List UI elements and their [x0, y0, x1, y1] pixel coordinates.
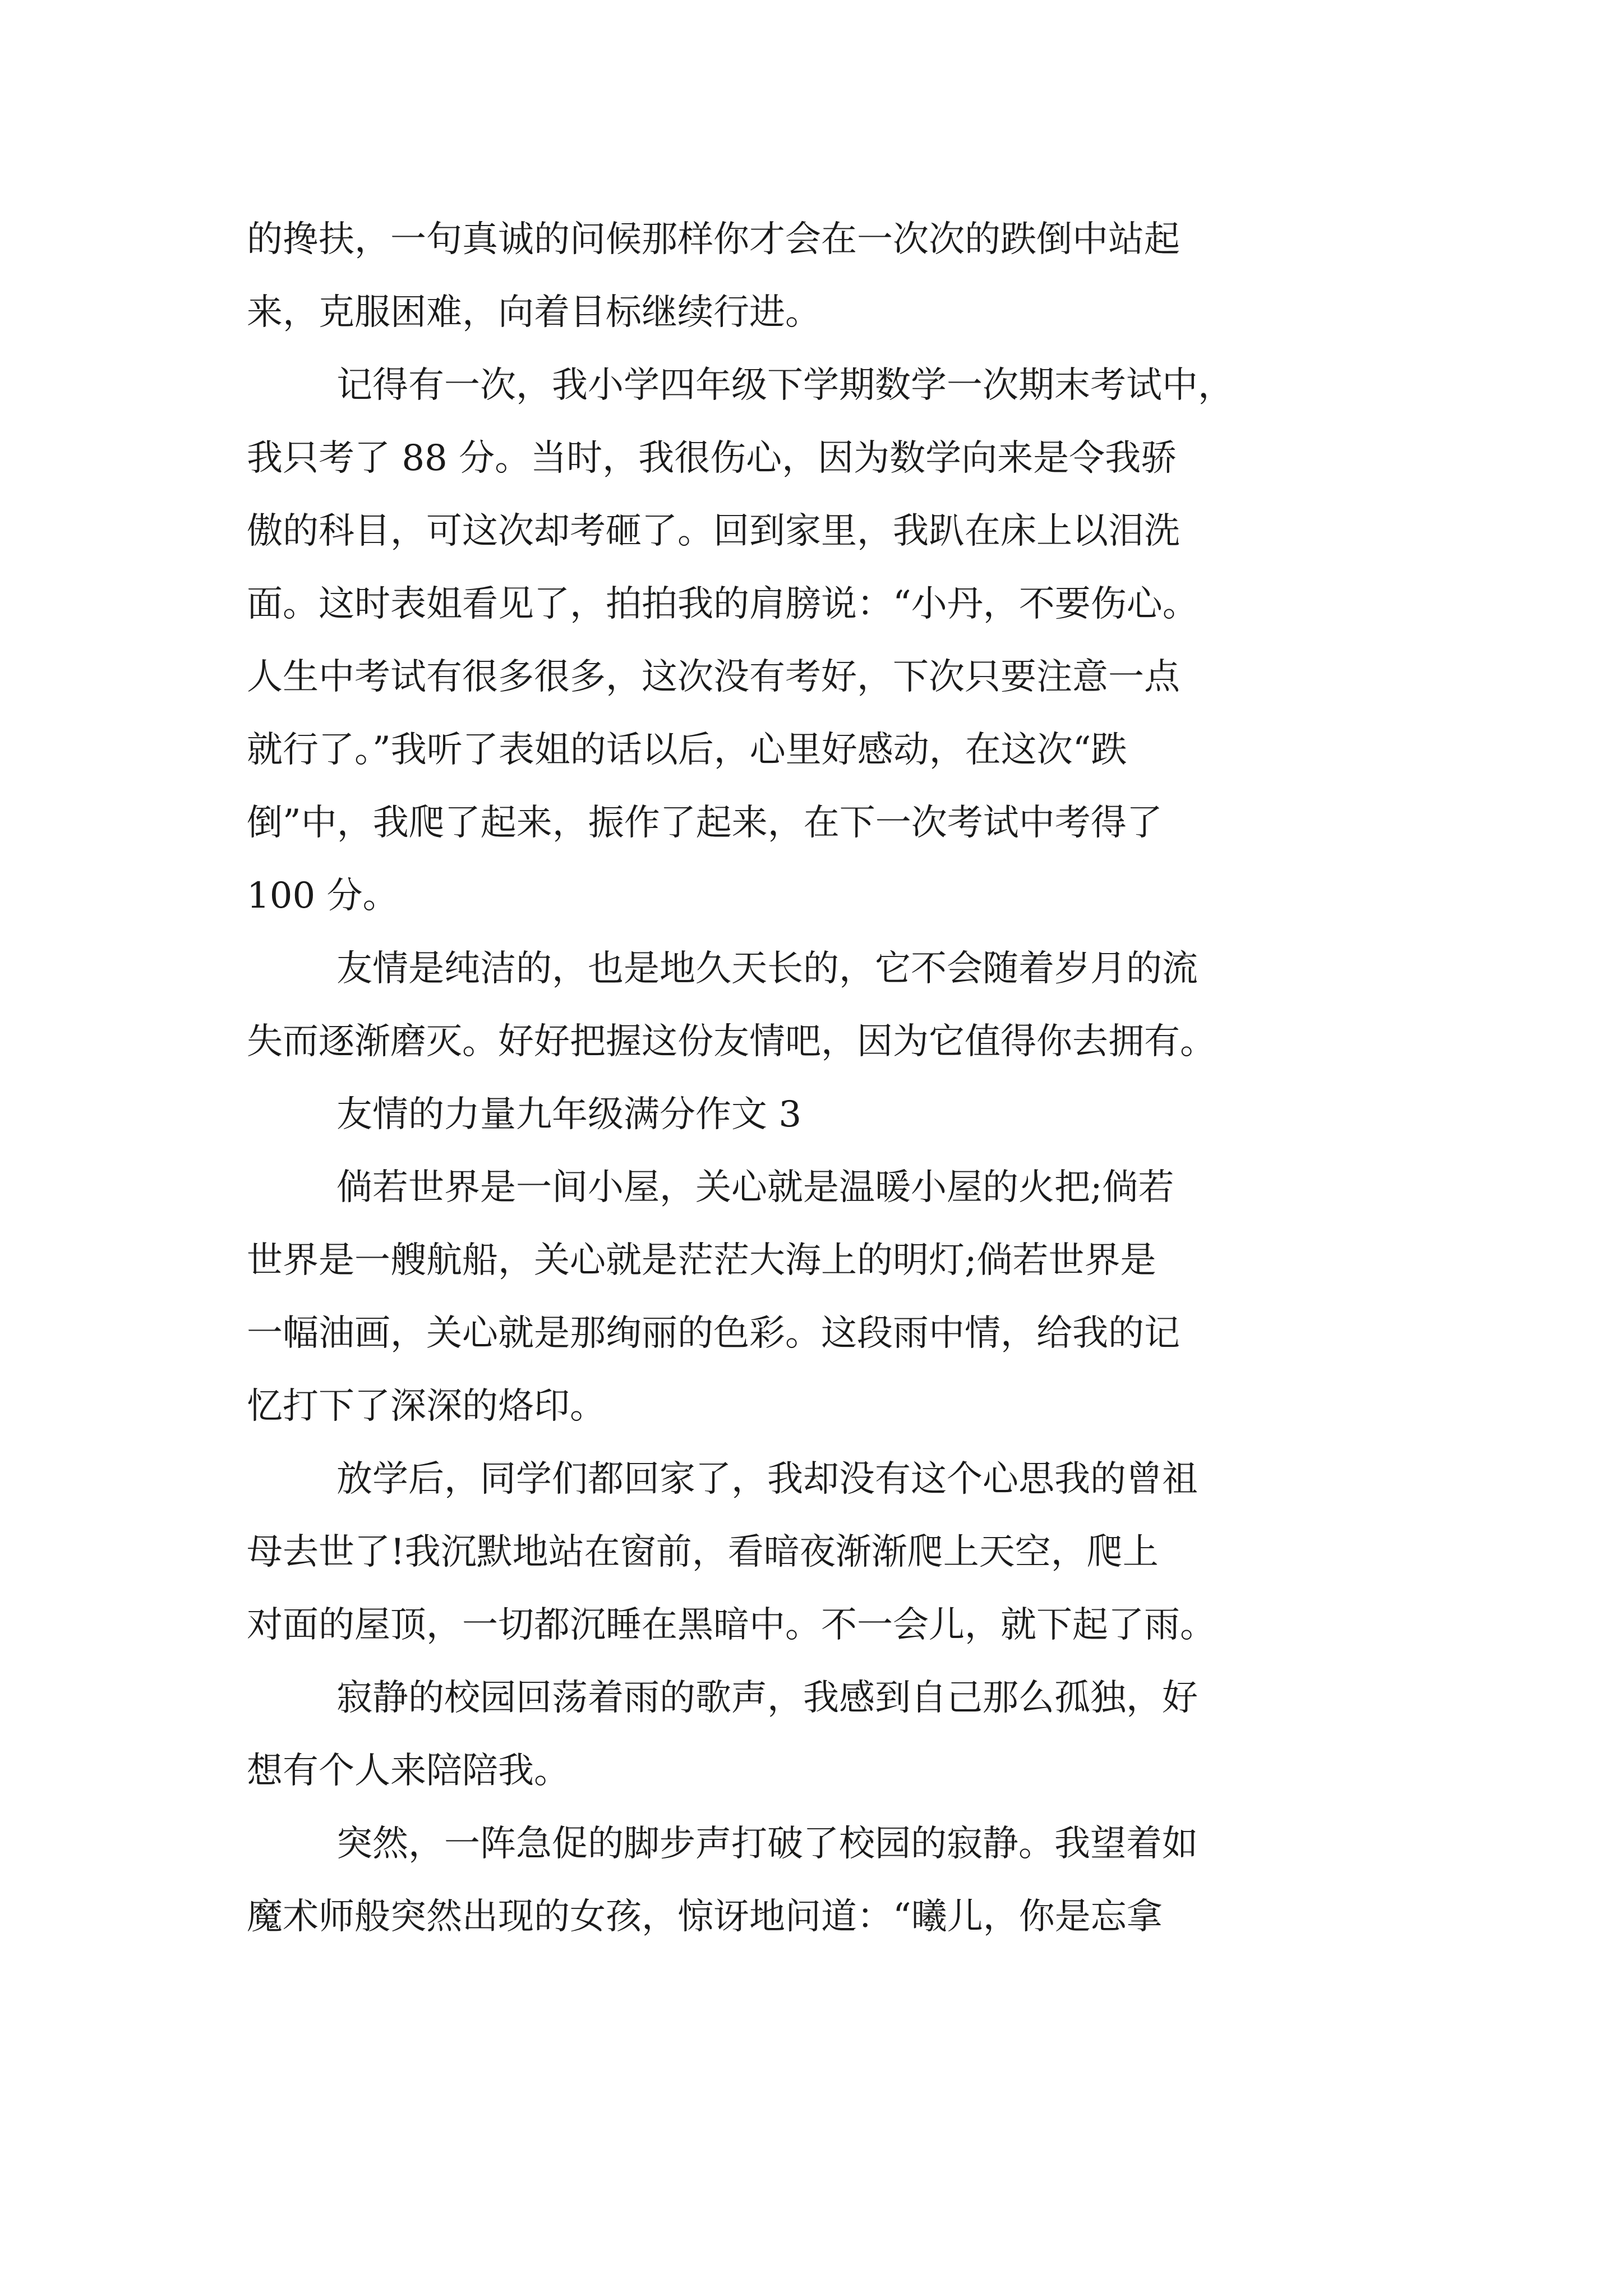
text-line: 傲的科目，可这次却考砸了。回到家里，我趴在床上以泪洗 — [247, 510, 1180, 552]
text-line: 世界是一艘航船，关心就是茫茫大海上的明灯;倘若世界是 — [247, 1240, 1156, 1281]
text-line: 100 分。 — [247, 875, 399, 917]
text-line: 想有个人来陪陪我。 — [247, 1750, 570, 1792]
text-line: 友情是纯洁的，也是地久天长的，它不会随着岁月的流 — [336, 948, 1198, 990]
text-line: 寂静的校园回荡着雨的歌声，我感到自己那么孤独，好 — [336, 1677, 1198, 1719]
text-line: 就行了。”我听了表姐的话以后，心里好感动，在这次“跌 — [247, 729, 1127, 771]
section-heading: 友情的力量九年级满分作文 3 — [336, 1094, 802, 1135]
text-line: 面。这时表姐看见了，拍拍我的肩膀说：“小丹，不要伤心。 — [247, 583, 1198, 625]
text-line: 失而逐渐磨灭。好好把握这份友情吧，因为它值得你去拥有。 — [247, 1021, 1216, 1062]
text-line: 记得有一次，我小学四年级下学期数学一次期末考试中， — [336, 365, 1234, 406]
text-line: 突然，一阵急促的脚步声打破了校园的寂静。我望着如 — [336, 1823, 1198, 1865]
text-line: 人生中考试有很多很多，这次没有考好，下次只要注意一点 — [247, 656, 1180, 698]
text-line: 倘若世界是一间小屋，关心就是温暖小屋的火把;倘若 — [336, 1167, 1174, 1208]
text-line: 放学后，同学们都回家了，我却没有这个心思我的曾祖 — [336, 1458, 1198, 1500]
text-line: 倒”中，我爬了起来，振作了起来，在下一次考试中考得了 — [247, 802, 1163, 844]
text-line: 来，克服困难，向着目标继续行进。 — [247, 292, 821, 333]
text-line: 的搀扶，一句真诚的问候那样你才会在一次次的跌倒中站起 — [247, 219, 1180, 260]
text-line: 魔术师般突然出现的女孩，惊讶地问道：“曦儿，你是忘拿 — [247, 1896, 1163, 1938]
text-line: 对面的屋顶，一切都沉睡在黑暗中。不一会儿，就下起了雨。 — [247, 1604, 1216, 1646]
text-line: 母去世了!我沉默地站在窗前，看暗夜渐渐爬上天空，爬上 — [247, 1531, 1159, 1573]
text-line: 我只考了 88 分。当时，我很伤心，因为数学向来是令我骄 — [247, 438, 1177, 479]
text-line: 一幅油画，关心就是那绚丽的色彩。这段雨中情，给我的记 — [247, 1313, 1180, 1354]
text-line: 忆打下了深深的烙印。 — [247, 1386, 606, 1427]
